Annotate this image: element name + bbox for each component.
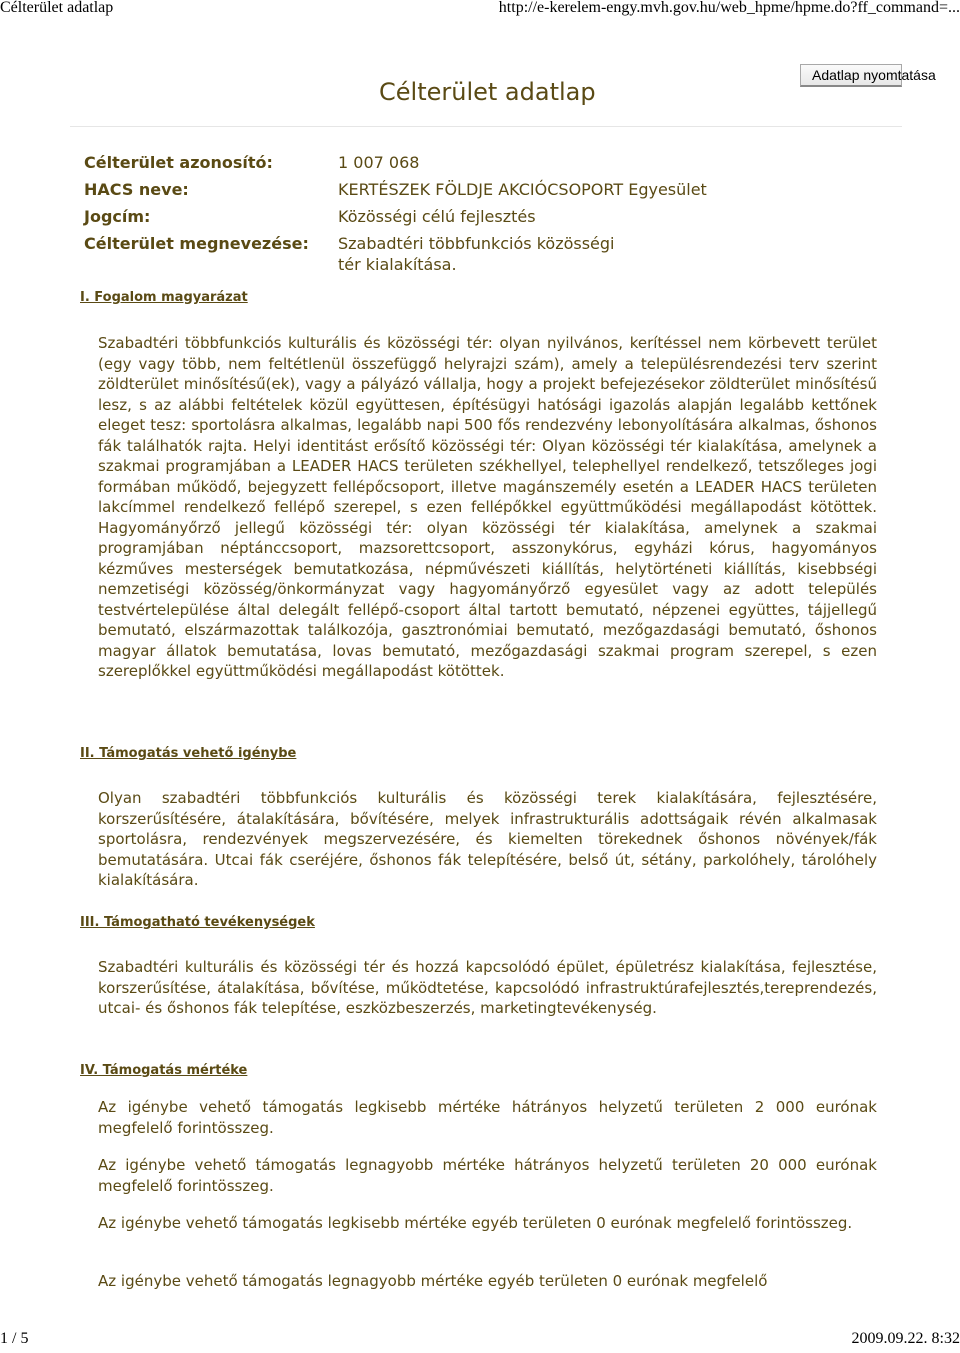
section-2-text: Olyan szabadtéri többfunkciós kulturális és közösségi terek kialakítására, fejlesztésére, korszerűsítésére, átalakítására, bővítésére, melyek infrastrukturális adottságaik révén alkalmasak sportolásra, rendezvények megszervezésére, és kiemelten törekednek őshonos növények/fák bemutatására. Utcai fák cseréjére, őshonos fák telepítésére, belső út, sétány, parkolóhely, tárolóhely kialakítására. [98, 789, 877, 889]
section-4-paragraph-4: Az igénybe vehető támogatás legnagyobb mértéke egyéb területen 0 eurónak megfelelő [98, 1272, 768, 1290]
section-4-paragraph-2: Az igénybe vehető támogatás legnagyobb mértéke hátrányos helyzetű területen 20 000 eurónak megfelelő forintösszeg. [98, 1156, 877, 1195]
meta-value-name-line2: tér kialakítása. [338, 255, 457, 274]
section-4-heading: IV. Támogatás mértéke [80, 1063, 248, 1078]
section-2-heading: II. Támogatás vehető igénybe [80, 746, 297, 761]
meta-label-name: Célterület megnevezése: [84, 234, 309, 253]
browser-header-title: Célterület adatlap [0, 0, 114, 16]
section-3-heading: III. Támogatható tevékenységek [80, 915, 315, 930]
meta-label-hacs: HACS neve: [84, 180, 189, 199]
browser-header-url: http://e-kerelem-engy.mvh.gov.hu/web_hpme/hpme.do?ff_command=... [498, 0, 960, 16]
meta-value-id: 1 007 068 [338, 153, 420, 172]
section-1-text: Szabadtéri többfunkciós kulturális és közösségi tér: olyan nyilvános, kerítéssel nem körbevett terület (egy vagy több, nem feltétlenül összefüggő helyrajzi szám), amely a településrendezési terv szerint zöldterület minősítésű(ek), vagy a pályázó vállalja, hogy a projekt befejezésekor zöldterület minősítésű lesz, s az alábbi feltételek közül együttesen, építésügyi hatósági igazolás alapján legalább kettőnek eleget tesz: sportolásra alkalmas, legalább napi 500 fős rendezvény lebonyolítására alkalmas, őshonos fák találhatók rajta. Helyi identitást erősítő közösségi tér: Olyan közösségi tér kialakítása, amelynek a szakmai programjában a LEADER HACS területen székhellyel, telephellyel rendelkező, tetszőleges jogi formában működő, bejegyzett fellépőcsoport, illetve magánszemély esetén a LEADER HACS területen lakcímmel rendelkező fellépő szerepel, s ezen fellépőkkel együttműködési megállapodást kötöttek. Hagyományőrző jellegű közösségi tér: olyan közösségi tér kialakítása, amelynek a szakmai programjában néptánccsoport, mazsorettcsoport, asszonykórus, egyházi kórus, hagyományos kézműves mesterségek bemutatkozása, népművészeti kiállítás, helytörténeti kiállítás, kisebbségi nemzetiségi közösség/önkormányzat vagy hagyományőrző egyesület vagy az adott település testvértelepülése által delegált fellépő-csoport által tartott bemutató, népzenei együttes, tájjellegű bemutató, elszármazottak találkozója, gasztronómiai bemutató, mezőgazdasági bemutató, őshonos magyar állatok bemutatása, lovas bemutató, mezőgazdasági szakmai program szerepel, s ezen szereplőkkel együttműködési megállapodást kötöttek. [98, 334, 877, 680]
meta-value-jogcim: Közösségi célú fejlesztés [338, 207, 536, 226]
meta-value-hacs: KERTÉSZEK FÖLDJE AKCIÓCSOPORT Egyesület [338, 180, 707, 199]
section-4-paragraph-3: Az igénybe vehető támogatás legkisebb mértéke egyéb területen 0 eurónak megfelelő forintösszeg. [98, 1214, 853, 1232]
meta-row-hacs [84, 180, 707, 199]
meta-row-id [84, 153, 420, 172]
footer-datetime: 2009.09.22. 8:32 [851, 1330, 960, 1347]
meta-label-id: Célterület azonosító: [84, 153, 273, 172]
page-title: Célterület adatlap [379, 78, 596, 106]
print-button[interactable]: Adatlap nyomtatása [800, 64, 902, 87]
footer-page-number: 1 / 5 [0, 1330, 29, 1347]
meta-label-jogcim: Jogcím: [84, 207, 151, 226]
section-4-paragraph-1: Az igénybe vehető támogatás legkisebb mértéke hátrányos helyzetű területen 2 000 eurónak megfelelő forintösszeg. [98, 1098, 877, 1137]
section-1-heading: I. Fogalom magyarázat [80, 290, 248, 305]
meta-value-name-line1: Szabadtéri többfunkciós közösségi [338, 234, 615, 253]
meta-row-jogcim [84, 207, 536, 226]
header-divider [70, 126, 902, 127]
section-3-text: Szabadtéri kulturális és közösségi tér és hozzá kapcsolódó épület, épületrész kialakítása, fejlesztése, korszerűsítése, átalakítása, bővítése, működtetése, kapcsolódó infrastruktúrafejlesztés,tereprendezés, utcai- és őshonos fák telepítése, eszközbeszerzés, marketingtevékenység. [98, 958, 877, 1017]
meta-row-name [84, 234, 615, 253]
